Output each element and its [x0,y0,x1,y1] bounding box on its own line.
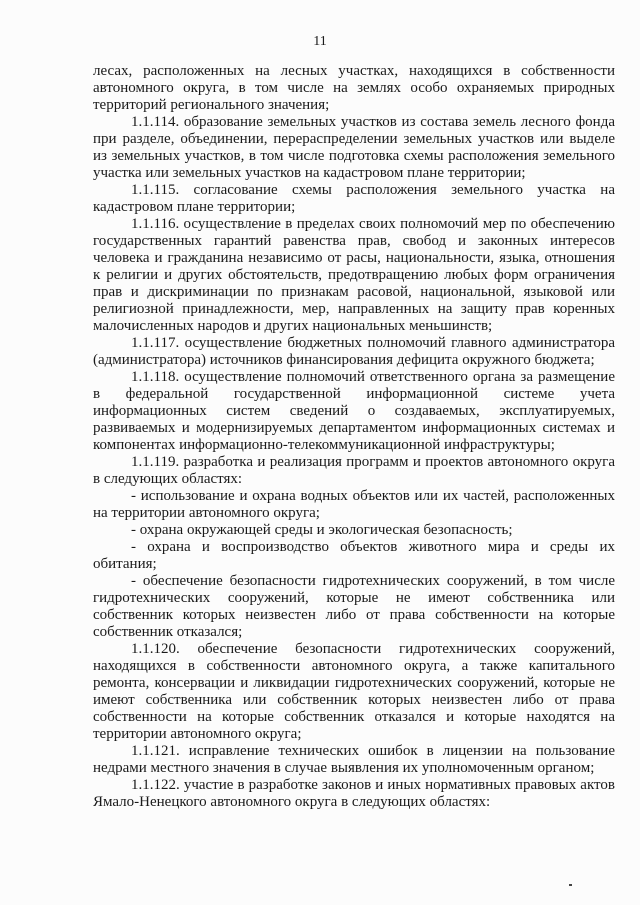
paragraph-item-1-1-120: 1.1.120. обеспечение безопасности гидротехнических сооружений, находящихся в собственности автономного округа, а также капитального ремонта, консервации и ликвидации гидротехнических сооружений, которые не имеют собственника или собственник которых неизвестен либо от права собственности на которые собственник отказался и которые находятся на территории автономного округа; [93,641,615,742]
paragraph-item-1-1-119: 1.1.119. разработка и реализация программ и проектов автономного округа в следующих областях: [93,454,615,487]
bullet-wildlife: - охрана и воспроизводство объектов животного мира и среды их обитания; [93,539,615,572]
paragraph-continuation: лесах, расположенных на лесных участках, находящихся в собственности автономного округа, в том числе на землях особо охраняемых природных территорий регионального значения; [93,63,615,113]
paragraph-item-1-1-117: 1.1.117. осуществление бюджетных полномочий главного администратора (администратора) источников финансирования дефицита окружного бюджета; [93,335,615,368]
bullet-water-objects: - использование и охрана водных объектов или их частей, расположенных на территории автономного округа; [93,488,615,521]
document-body [93,63,615,811]
paragraph-item-1-1-114: 1.1.114. образование земельных участков из состава земель лесного фонда при разделе, объединении, перераспределении земельных участков или выделе из земельных участков, в том числе подготовка схемы расположения земельного участка или земельных участков на кадастровом плане территории; [93,114,615,181]
paragraph-item-1-1-122: 1.1.122. участие в разработке законов и иных нормативных правовых актов Ямало-Ненецкого автономного округа в следующих областях: [93,777,615,810]
bullet-hydro-safety: - обеспечение безопасности гидротехнических сооружений, в том числе гидротехнических сооружений, которые не имеют собственника или собственник которых неизвестен либо от права собственности на которые собственник отказался; [93,573,615,640]
paragraph-item-1-1-115: 1.1.115. согласование схемы расположения земельного участка на кадастровом плане территории; [93,182,615,215]
paragraph-item-1-1-121: 1.1.121. исправление технических ошибок в лицензии на пользование недрами местного значения в случае выявления их уполномоченным органом; [93,743,615,776]
page-number: 11 [313,34,327,49]
paragraph-item-1-1-116: 1.1.116. осуществление в пределах своих полномочий мер по обеспечению государственных гарантий равенства прав, свобод и законных интересов человека и гражданина независимо от расы, национальности, языка, отношения к религии и других обстоятельств, предотвращению любых форм ограничения прав и дискриминации по признакам расовой, национальной, языковой или религиозной принадлежности, мер, направленных на защиту прав коренных малочисленных народов и других национальных меньшинств; [93,216,615,334]
paragraph-item-1-1-118: 1.1.118. осуществление полномочий ответственного органа за размещение в федеральной государственной информационной системе учета информационных систем сведений о создаваемых, эксплуатируемых, развиваемых и модернизируемых департаментом информационных системах и компонентах информационно-телекоммуникационной инфраструктуры; [93,369,615,453]
bullet-environment: - охрана окружающей среды и экологическая безопасность; [131,522,513,538]
scan-speck [569,884,572,886]
